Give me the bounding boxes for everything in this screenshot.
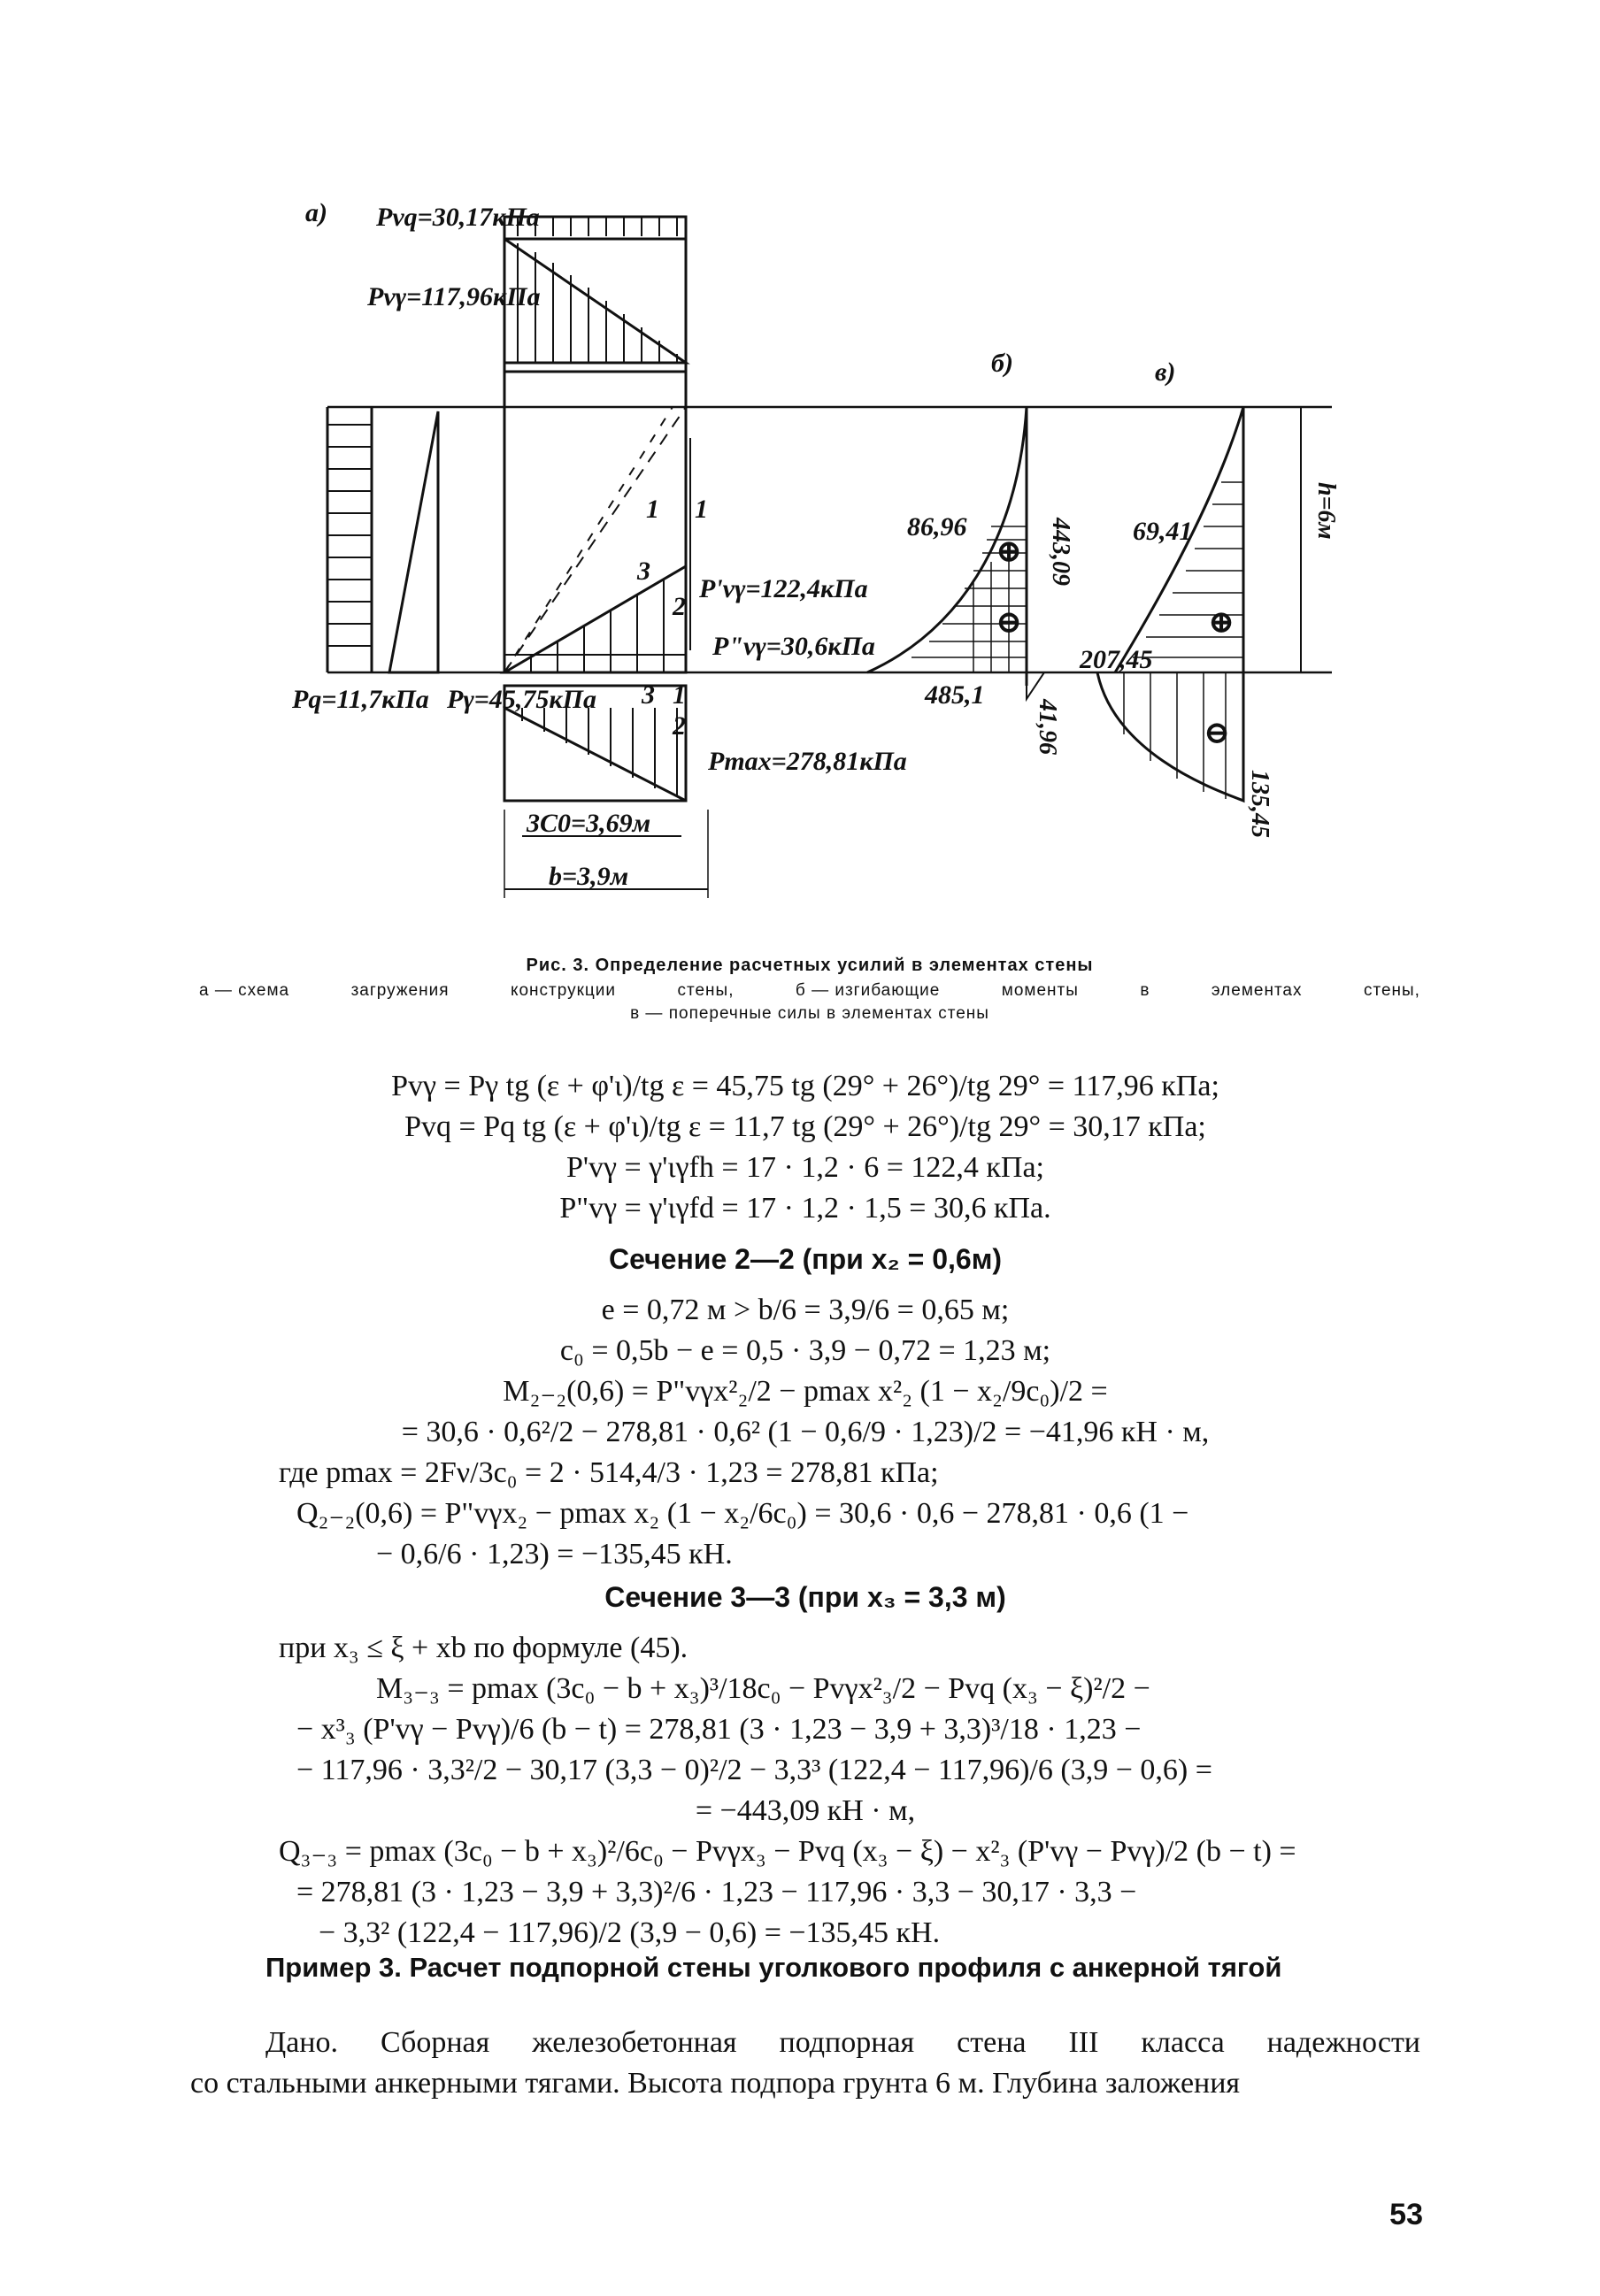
caption-word: в [1140,981,1150,1000]
label-panel-b: б) [991,349,1013,378]
caption-word: а — схема [199,981,290,1000]
caption-word: стены, [1363,981,1420,1000]
formula-line: M₂₋₂(0,6) = P"vγx²₂/2 − pmax x²₂ (1 − x₂/9c₀)/2 = [503,1375,1108,1408]
formula-line: при x₃ ≤ ξ + xb по формуле (45). [279,1632,688,1664]
formula-line: = 30,6 · 0,6²/2 − 278,81 · 0,6² (1 − 0,6/9 · 1,23)/2 = −41,96 кН · м, [401,1416,1210,1448]
paragraph-line: Дано. Сборная железобетонная подпорная стена III класса надежности [265,2026,1420,2059]
formula-line: Pvγ = Pγ tg (ε + φ'ι)/tg ε = 45,75 tg (29° + 26°)/tg 29° = 117,96 кПа; [391,1070,1219,1102]
label-m-4851: 485,1 [925,680,985,710]
caption-word: конструкции [510,981,617,1000]
label-q-13545: 135,45 [1246,770,1273,838]
label-pvq: Pvq=30,17кПа [376,203,540,232]
page-number: 53 [1389,2198,1423,2231]
formula-line: = 278,81 (3 · 1,23 − 3,9 + 3,3)²/6 · 1,23 − 117,96 · 3,3 − 30,17 · 3,3 − [296,1876,1137,1908]
label-dim-b: b=3,9м [549,862,629,891]
caption-word: б — изгибающие [795,981,941,1000]
label-panel-a: а) [305,198,327,227]
label-sec3: 3 [637,557,650,586]
formula-line: − 3,3² (122,4 − 117,96)/2 (3,9 − 0,6) = −135,45 кН. [319,1916,941,1949]
label-pmax: Pmax=278,81кПа [708,747,907,776]
label-sec1c: 1 [673,680,686,710]
caption-line-1 [199,981,1420,1001]
figure-3 [283,190,1381,933]
formula-line: − 0,6/6 · 1,23) = −135,45 кН. [376,1538,733,1570]
plus-icon: ⊕ [996,534,1023,569]
label-pq: Pq=11,7кПа [292,685,429,714]
example-paragraph [190,2023,1420,2104]
caption-title: Рис. 3. Определение расчетных усилий в элементах стены [526,956,1094,975]
formula-line: − 117,96 · 3,3²/2 − 30,17 (3,3 − 0)²/2 − 3,3³ (122,4 − 117,96)/6 (3,9 − 0,6) = [296,1754,1212,1786]
figure-drawing [283,190,1381,933]
formula-line: = −443,09 кН · м, [695,1794,916,1827]
caption-word: моменты [1001,981,1079,1000]
caption-word: загружения [350,981,450,1000]
label-pvy-prime: P'vγ=122,4кПа [699,574,868,603]
label-height: h=6м [1312,482,1340,540]
formula-line: P'vγ = γ'ιγfh = 17 · 1,2 · 6 = 122,4 кПа; [566,1151,1044,1184]
caption-word: элементах [1211,981,1303,1000]
label-pvy: Pvγ=117,96кПа [367,282,541,311]
pvy-prime-diagram [504,566,686,672]
formula-line: Q₃₋₃ = pmax (3c₀ − b + x₃)²/6c₀ − Pvγx₃ − Pvq (x₃ − ξ) − x²₃ (P'vγ − Pvγ)/2 (b − t) = [279,1835,1296,1868]
section-heading-2-2: Сечение 2—2 (при x₂ = 0,6м) [608,1243,1003,1275]
paragraph-line: со стальными анкерными тягами. Высота подпора грунта 6 м. Глубина заложения [190,2067,1241,2100]
example-title: Пример 3. Расчет подпорной стены уголкового профиля с анкерной тягой [265,1952,1282,1983]
minus-icon-2: ⊖ [1204,715,1231,750]
formula-line: где pmax = 2Fν/3c₀ = 2 · 514,4/3 · 1,23 = 278,81 кПа; [279,1456,939,1489]
caption-word: стены, [677,981,735,1000]
label-sec1b: 1 [695,495,708,524]
label-panel-v: в) [1155,357,1176,387]
section-heading-3-3: Сечение 3—3 (при x₃ = 3,3 м) [604,1581,1006,1613]
py-diagram [389,411,438,672]
plus-icon-2: ⊕ [1208,604,1235,640]
formula-line: c₀ = 0,5b − e = 0,5 · 3,9 − 0,72 = 1,23 м; [559,1334,1051,1367]
formula-block-1 [190,1066,1420,1229]
label-pvy-double: P"vγ=30,6кПа [712,632,875,661]
label-sec3b: 3 [642,680,655,710]
caption-line-2: в — поперечные силы в элементах стены [630,1004,989,1023]
label-sec2: 2 [673,592,686,621]
formula-line: P"vγ = γ'ιγfd = 17 · 1,2 · 1,5 = 30,6 кПа. [559,1192,1051,1225]
formula-line: e = 0,72 м > b/6 = 3,9/6 = 0,65 м; [601,1294,1010,1326]
minus-icon: ⊖ [996,604,1023,640]
formula-line: Pvq = Pq tg (ε + φ'ι)/tg ε = 11,7 tg (29° + 26°)/tg 29° = 30,17 кПа; [404,1110,1206,1143]
label-q-6941: 69,41 [1133,517,1193,546]
label-q-20745: 207,45 [1080,645,1153,674]
formula-line: − x³₃ (P'vγ − Pvγ)/6 (b − t) = 278,81 (3 · 1,23 − 3,9 + 3,3)³/18 · 1,23 − [296,1713,1142,1746]
figure-caption [199,956,1420,1024]
formula-line: M₃₋₃ = pmax (3c₀ − b + x₃)³/18c₀ − Pvγx²₃/2 − Pvq (x₃ − ξ)²/2 − [376,1672,1150,1705]
label-dim-3c0: 3C0=3,69м [527,809,651,838]
formula-block-3 [190,1628,1420,1954]
label-sec1: 1 [646,495,659,524]
label-m-8696: 86,96 [907,512,967,541]
formula-block-2 [190,1290,1420,1575]
label-m-4196: 41,96 [1034,699,1061,755]
label-py: Pγ=45,75кПа [447,685,596,714]
label-m-44309: 443,09 [1047,518,1074,586]
label-sec2b: 2 [673,711,686,741]
formula-line: Q₂₋₂(0,6) = P"vγx₂ − pmax x₂ (1 − x₂/6c₀) = 30,6 · 0,6 − 278,81 · 0,6 (1 − [296,1497,1189,1530]
